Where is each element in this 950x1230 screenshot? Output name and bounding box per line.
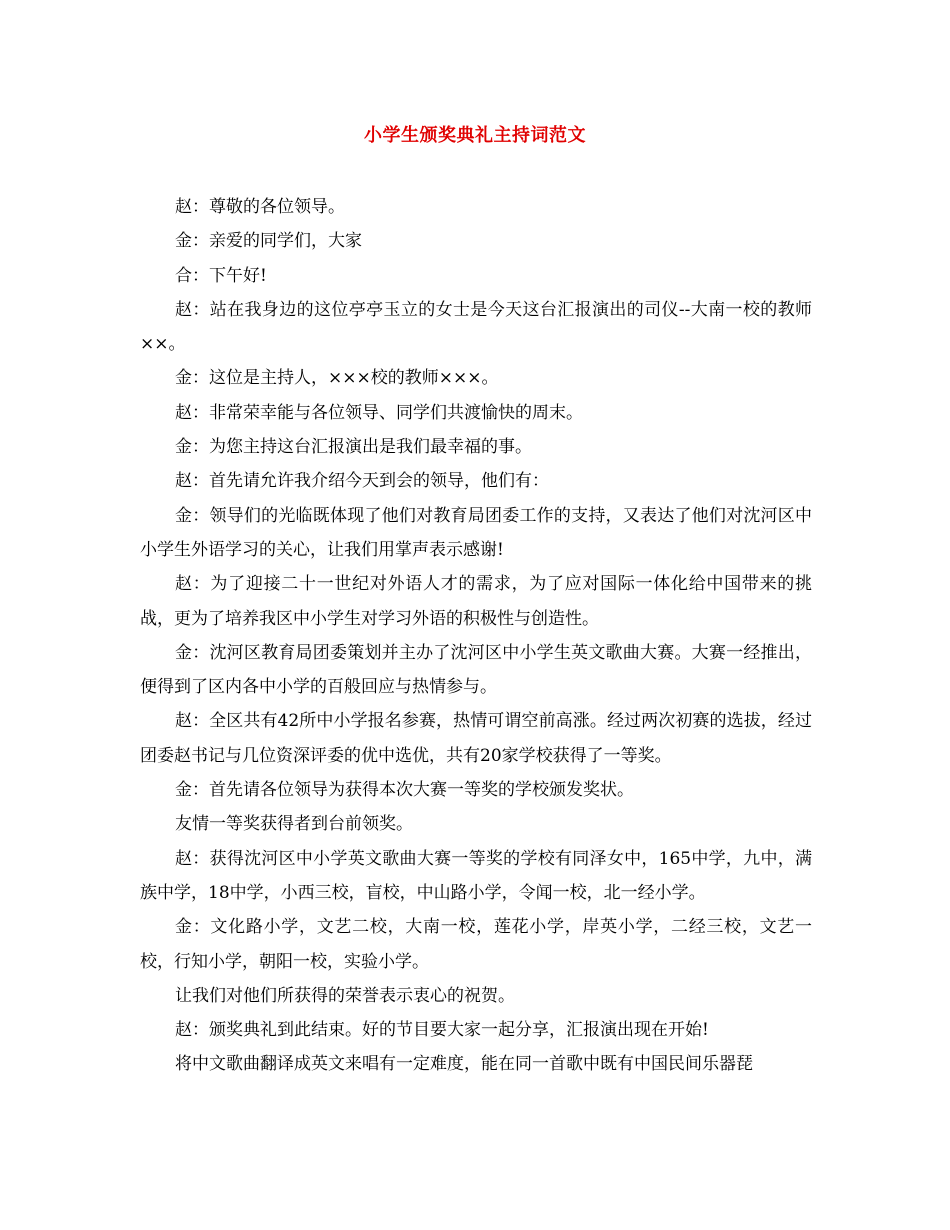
paragraph: 赵：尊敬的各位领导。 (175, 197, 345, 217)
paragraph: 友情一等奖获得者到台前领奖。 (175, 814, 413, 835)
paragraph: 赵：为了迎接二十一世纪对外语人才的需求，为了应对国际一体化给中国带来的挑战，更为了培养我区中小学生对学习外语的积极性与创造性。 (140, 574, 812, 629)
paragraph: 金：这位是主持人，×××校的教师×××。 (175, 368, 499, 389)
paragraph: 金：首先请各位领导为获得本次大赛一等奖的学校颁发奖状。 (175, 780, 634, 801)
paragraph: 赵：首先请允许我介绍今天到会的领导，他们有： (175, 471, 549, 492)
document-title: 小学生颁奖典礼主持词范文 (364, 125, 586, 146)
paragraph: 赵：全区共有42所中小学报名参赛，热情可谓空前高涨。经过两次初赛的选拔，经过团委赵书记与几位资深评委的优中选优，共有20家学校获得了一等奖。 (140, 711, 812, 766)
paragraph: 金：沈河区教育局团委策划并主办了沈河区中小学生英文歌曲大赛。大赛一经推出，便得到了区内各中小学的百般回应与热情参与。 (140, 642, 812, 698)
document-body (140, 190, 812, 1082)
paragraph: 金：亲爱的同学们，大家 (175, 231, 362, 252)
paragraph: 将中文歌曲翻译成英文来唱有一定难度，能在同一首歌中既有中国民间乐器琵 (175, 1054, 753, 1075)
paragraph: 赵：非常荣幸能与各位领导、同学们共渡愉快的周末。 (175, 402, 583, 423)
paragraph: 让我们对他们所获得的荣誉表示衷心的祝贺。 (175, 985, 515, 1006)
paragraph: 金：文化路小学，文艺二校，大南一校，莲花小学，岸英小学，二经三校，文艺一校，行知小学，朝阳一校，实验小学。 (140, 917, 812, 972)
paragraph: 赵：获得沈河区中小学英文歌曲大赛一等奖的学校有同泽女中，165中学，九中，满族中学，18中学，小西三校，盲校，中山路小学，令闻一校，北一经小学。 (140, 848, 812, 903)
paragraph: 合：下午好! (175, 265, 267, 286)
paragraph: 赵：站在我身边的这位亭亭玉立的女士是今天这台汇报演出的司仪--大南一校的教师××。 (140, 299, 812, 355)
paragraph: 金：领导们的光临既体现了他们对教育局团委工作的支持，又表达了他们对沈河区中小学生外语学习的关心，让我们用掌声表示感谢! (140, 505, 812, 560)
paragraph: 金：为您主持这台汇报演出是我们最幸福的事。 (175, 437, 532, 458)
paragraph: 赵：颁奖典礼到此结束。好的节目要大家一起分享，汇报演出现在开始! (175, 1020, 709, 1041)
